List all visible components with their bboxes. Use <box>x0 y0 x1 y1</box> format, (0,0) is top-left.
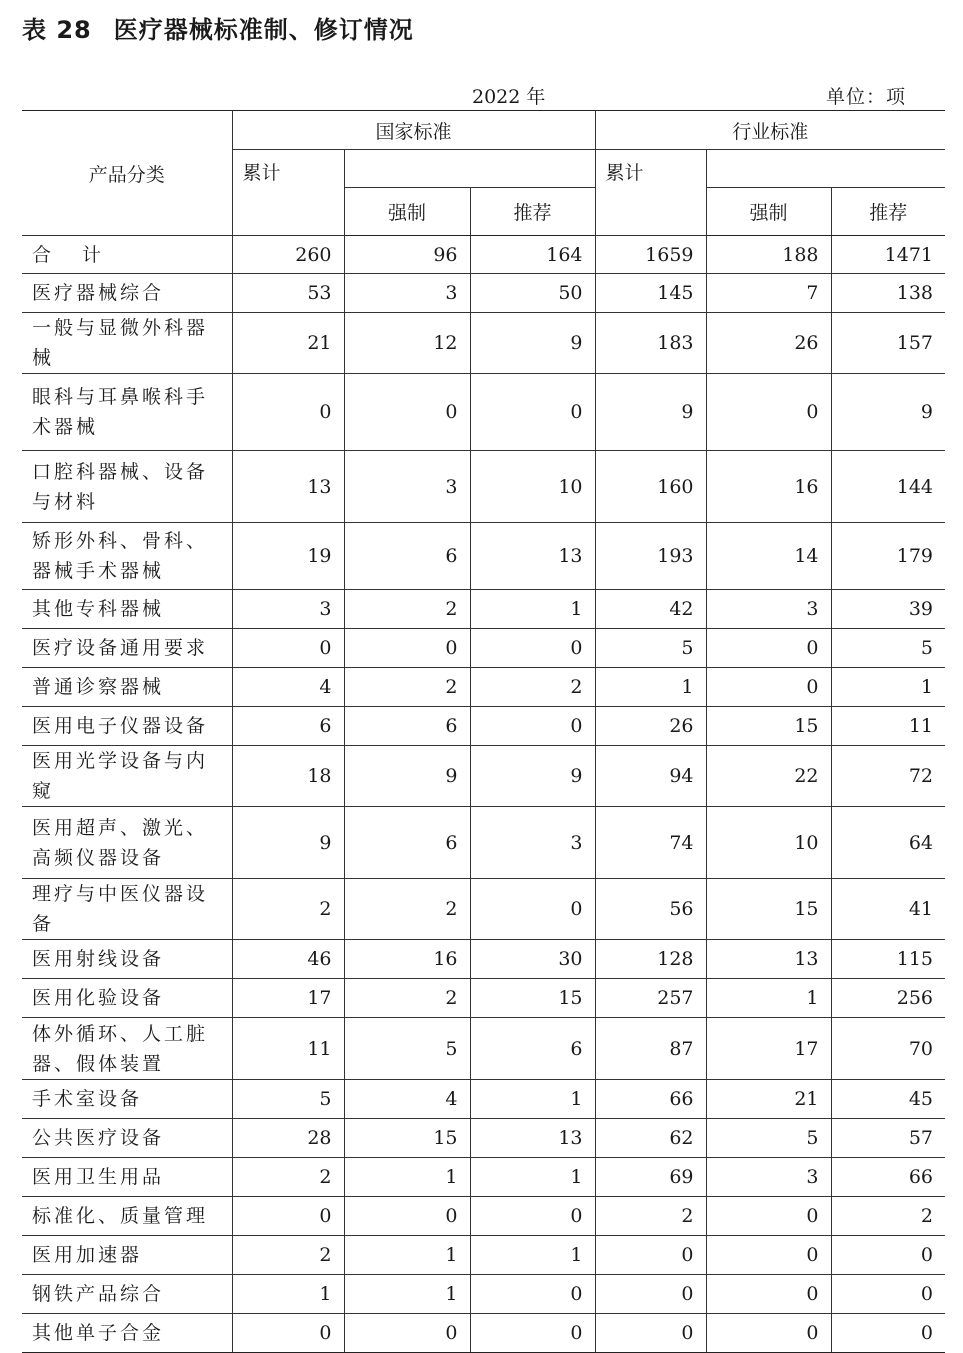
cell-industry-recommended: 144 <box>831 451 945 523</box>
cell-national-mandatory: 12 <box>344 313 470 374</box>
header-category: 产品分类 <box>22 111 232 236</box>
cell-industry-total: 160 <box>595 451 706 523</box>
cell-industry-recommended: 41 <box>831 879 945 940</box>
cell-national-mandatory: 4 <box>344 1080 470 1119</box>
table-row <box>22 590 945 629</box>
cell-industry-total: 2 <box>595 1197 706 1236</box>
cell-national-recommended: 6 <box>470 1018 595 1080</box>
cell-industry-recommended: 0 <box>831 1275 945 1314</box>
table-row <box>22 1080 945 1119</box>
cell-industry-total: 66 <box>595 1080 706 1119</box>
cell-national-mandatory: 6 <box>344 523 470 590</box>
cell-industry-total: 0 <box>595 1236 706 1275</box>
cell-industry-recommended: 9 <box>831 374 945 451</box>
cell-industry-total: 62 <box>595 1119 706 1158</box>
cell-industry-total: 128 <box>595 940 706 979</box>
table-title <box>22 10 414 45</box>
cell-industry-mandatory: 17 <box>706 1018 831 1080</box>
cell-industry-recommended: 66 <box>831 1158 945 1197</box>
cell-national-recommended: 0 <box>470 1314 595 1353</box>
cell-industry-recommended: 157 <box>831 313 945 374</box>
header-national-mandatory: 强制 <box>344 188 470 236</box>
table-number: 表 28 <box>22 16 92 44</box>
row-label: 矫形外科、骨科、器械手术器械 <box>22 523 232 590</box>
cell-industry-mandatory: 0 <box>706 629 831 668</box>
table-row <box>22 629 945 668</box>
header-industry-spacer <box>706 150 945 188</box>
cell-national-recommended: 164 <box>470 236 595 274</box>
cell-national-recommended: 13 <box>470 523 595 590</box>
row-label: 医用射线设备 <box>22 940 232 979</box>
cell-national-recommended: 0 <box>470 629 595 668</box>
table-row <box>22 1314 945 1353</box>
table-row <box>22 374 945 451</box>
cell-national-total: 2 <box>232 879 344 940</box>
cell-national-mandatory: 3 <box>344 451 470 523</box>
header-national: 国家标准 <box>232 111 595 150</box>
cell-national-mandatory: 1 <box>344 1236 470 1275</box>
cell-industry-recommended: 0 <box>831 1236 945 1275</box>
cell-national-mandatory: 6 <box>344 807 470 879</box>
cell-industry-recommended: 57 <box>831 1119 945 1158</box>
cell-national-mandatory: 1 <box>344 1275 470 1314</box>
row-label: 一般与显微外科器械 <box>22 313 232 374</box>
cell-industry-mandatory: 26 <box>706 313 831 374</box>
table-row <box>22 746 945 807</box>
cell-national-recommended: 1 <box>470 1080 595 1119</box>
table-row-total <box>22 236 945 274</box>
cell-national-mandatory: 16 <box>344 940 470 979</box>
cell-industry-total: 257 <box>595 979 706 1018</box>
cell-national-total: 0 <box>232 374 344 451</box>
cell-industry-recommended: 5 <box>831 629 945 668</box>
cell-national-total: 3 <box>232 590 344 629</box>
cell-industry-total: 145 <box>595 274 706 313</box>
cell-industry-mandatory: 16 <box>706 451 831 523</box>
cell-industry-mandatory: 13 <box>706 940 831 979</box>
cell-industry-recommended: 72 <box>831 746 945 807</box>
year-label: 2022 年 <box>472 86 546 108</box>
cell-industry-mandatory: 0 <box>706 1197 831 1236</box>
header-industry: 行业标准 <box>595 111 945 150</box>
header-industry-recommended: 推荐 <box>831 188 945 236</box>
row-label: 普通诊察器械 <box>22 668 232 707</box>
cell-national-mandatory: 0 <box>344 374 470 451</box>
cell-industry-mandatory: 22 <box>706 746 831 807</box>
cell-national-mandatory: 96 <box>344 236 470 274</box>
cell-industry-recommended: 39 <box>831 590 945 629</box>
cell-national-mandatory: 5 <box>344 1018 470 1080</box>
cell-industry-recommended: 70 <box>831 1018 945 1080</box>
cell-national-total: 0 <box>232 629 344 668</box>
cell-national-recommended: 1 <box>470 1158 595 1197</box>
cell-industry-total: 9 <box>595 374 706 451</box>
row-label: 医用卫生用品 <box>22 1158 232 1197</box>
cell-national-mandatory: 6 <box>344 707 470 746</box>
cell-industry-mandatory: 10 <box>706 807 831 879</box>
cell-national-total: 5 <box>232 1080 344 1119</box>
cell-national-mandatory: 9 <box>344 746 470 807</box>
cell-national-recommended: 0 <box>470 707 595 746</box>
cell-industry-total: 26 <box>595 707 706 746</box>
cell-industry-recommended: 11 <box>831 707 945 746</box>
cell-national-recommended: 2 <box>470 668 595 707</box>
row-label: 医用光学设备与内窥 <box>22 746 232 807</box>
cell-national-total: 260 <box>232 236 344 274</box>
cell-national-total: 0 <box>232 1314 344 1353</box>
cell-industry-mandatory: 0 <box>706 1275 831 1314</box>
row-label: 其他专科器械 <box>22 590 232 629</box>
cell-national-recommended: 1 <box>470 590 595 629</box>
cell-industry-recommended: 115 <box>831 940 945 979</box>
cell-industry-total: 0 <box>595 1314 706 1353</box>
cell-national-total: 0 <box>232 1197 344 1236</box>
cell-industry-mandatory: 21 <box>706 1080 831 1119</box>
cell-industry-mandatory: 0 <box>706 1314 831 1353</box>
table-row <box>22 979 945 1018</box>
cell-industry-mandatory: 1 <box>706 979 831 1018</box>
cell-national-recommended: 30 <box>470 940 595 979</box>
cell-national-total: 4 <box>232 668 344 707</box>
cell-industry-total: 193 <box>595 523 706 590</box>
cell-industry-recommended: 2 <box>831 1197 945 1236</box>
cell-national-mandatory: 1 <box>344 1158 470 1197</box>
table-heading: 医疗器械标准制、修订情况 <box>113 16 414 44</box>
cell-national-recommended: 1 <box>470 1236 595 1275</box>
cell-industry-mandatory: 0 <box>706 668 831 707</box>
table-row <box>22 879 945 940</box>
cell-industry-total: 183 <box>595 313 706 374</box>
cell-industry-total: 1 <box>595 668 706 707</box>
cell-industry-recommended: 256 <box>831 979 945 1018</box>
cell-national-recommended: 0 <box>470 879 595 940</box>
row-label: 眼科与耳鼻喉科手术器械 <box>22 374 232 451</box>
header-national-recommended: 推荐 <box>470 188 595 236</box>
cell-industry-mandatory: 188 <box>706 236 831 274</box>
cell-national-total: 19 <box>232 523 344 590</box>
table-row <box>22 1018 945 1080</box>
table-row <box>22 1119 945 1158</box>
row-label: 医疗设备通用要求 <box>22 629 232 668</box>
row-label: 医用电子仪器设备 <box>22 707 232 746</box>
table-row <box>22 451 945 523</box>
table-row <box>22 523 945 590</box>
table-row <box>22 1236 945 1275</box>
table-row <box>22 1158 945 1197</box>
row-label: 手术室设备 <box>22 1080 232 1119</box>
table-row <box>22 940 945 979</box>
cell-national-recommended: 50 <box>470 274 595 313</box>
row-label: 口腔科器械、设备与材料 <box>22 451 232 523</box>
cell-industry-mandatory: 14 <box>706 523 831 590</box>
header-industry-total: 累计 <box>595 150 706 236</box>
cell-national-total: 2 <box>232 1236 344 1275</box>
cell-industry-mandatory: 0 <box>706 374 831 451</box>
cell-industry-mandatory: 15 <box>706 879 831 940</box>
cell-industry-mandatory: 3 <box>706 590 831 629</box>
cell-national-total: 53 <box>232 274 344 313</box>
cell-industry-total: 69 <box>595 1158 706 1197</box>
cell-industry-recommended: 1 <box>831 668 945 707</box>
cell-national-recommended: 0 <box>470 1197 595 1236</box>
cell-national-mandatory: 0 <box>344 1314 470 1353</box>
cell-national-mandatory: 2 <box>344 879 470 940</box>
row-label: 标准化、质量管理 <box>22 1197 232 1236</box>
header-industry-mandatory: 强制 <box>706 188 831 236</box>
cell-industry-total: 74 <box>595 807 706 879</box>
cell-national-total: 17 <box>232 979 344 1018</box>
header-national-total: 累计 <box>232 150 344 236</box>
cell-industry-total: 5 <box>595 629 706 668</box>
cell-industry-recommended: 179 <box>831 523 945 590</box>
cell-industry-mandatory: 15 <box>706 707 831 746</box>
cell-industry-mandatory: 3 <box>706 1158 831 1197</box>
cell-industry-recommended: 1471 <box>831 236 945 274</box>
cell-national-recommended: 3 <box>470 807 595 879</box>
row-label: 体外循环、人工脏器、假体装置 <box>22 1018 232 1080</box>
table-body <box>22 236 945 1353</box>
header-national-spacer <box>344 150 595 188</box>
cell-national-total: 13 <box>232 451 344 523</box>
cell-national-total: 6 <box>232 707 344 746</box>
cell-national-mandatory: 3 <box>344 274 470 313</box>
cell-industry-total: 56 <box>595 879 706 940</box>
row-label: 理疗与中医仪器设备 <box>22 879 232 940</box>
cell-national-total: 28 <box>232 1119 344 1158</box>
cell-national-recommended: 10 <box>470 451 595 523</box>
cell-national-total: 11 <box>232 1018 344 1080</box>
cell-national-mandatory: 15 <box>344 1119 470 1158</box>
cell-national-mandatory: 2 <box>344 979 470 1018</box>
cell-industry-mandatory: 0 <box>706 1236 831 1275</box>
cell-national-total: 1 <box>232 1275 344 1314</box>
cell-national-total: 46 <box>232 940 344 979</box>
table-row <box>22 668 945 707</box>
row-label: 医用超声、激光、高频仪器设备 <box>22 807 232 879</box>
standards-table <box>22 110 945 1353</box>
cell-national-total: 9 <box>232 807 344 879</box>
row-label: 合 计 <box>22 236 232 274</box>
cell-industry-recommended: 0 <box>831 1314 945 1353</box>
cell-national-recommended: 13 <box>470 1119 595 1158</box>
table-row <box>22 1197 945 1236</box>
unit-label: 单位：项 <box>826 86 907 108</box>
cell-national-recommended: 9 <box>470 746 595 807</box>
table-row <box>22 313 945 374</box>
cell-national-mandatory: 0 <box>344 629 470 668</box>
cell-industry-total: 1659 <box>595 236 706 274</box>
cell-national-mandatory: 0 <box>344 1197 470 1236</box>
cell-national-recommended: 0 <box>470 374 595 451</box>
cell-national-mandatory: 2 <box>344 590 470 629</box>
row-label: 公共医疗设备 <box>22 1119 232 1158</box>
table-row <box>22 274 945 313</box>
cell-industry-recommended: 138 <box>831 274 945 313</box>
cell-national-recommended: 9 <box>470 313 595 374</box>
cell-industry-recommended: 45 <box>831 1080 945 1119</box>
table-row <box>22 807 945 879</box>
cell-industry-total: 94 <box>595 746 706 807</box>
row-label: 钢铁产品综合 <box>22 1275 232 1314</box>
row-label: 医疗器械综合 <box>22 274 232 313</box>
cell-industry-total: 0 <box>595 1275 706 1314</box>
cell-industry-total: 87 <box>595 1018 706 1080</box>
cell-industry-mandatory: 7 <box>706 274 831 313</box>
cell-industry-total: 42 <box>595 590 706 629</box>
row-label: 医用加速器 <box>22 1236 232 1275</box>
row-label: 医用化验设备 <box>22 979 232 1018</box>
cell-national-total: 21 <box>232 313 344 374</box>
cell-national-recommended: 0 <box>470 1275 595 1314</box>
cell-national-mandatory: 2 <box>344 668 470 707</box>
cell-national-total: 18 <box>232 746 344 807</box>
cell-industry-mandatory: 5 <box>706 1119 831 1158</box>
row-label: 其他单子合金 <box>22 1314 232 1353</box>
cell-national-total: 2 <box>232 1158 344 1197</box>
cell-industry-recommended: 64 <box>831 807 945 879</box>
cell-national-recommended: 15 <box>470 979 595 1018</box>
table-row <box>22 707 945 746</box>
